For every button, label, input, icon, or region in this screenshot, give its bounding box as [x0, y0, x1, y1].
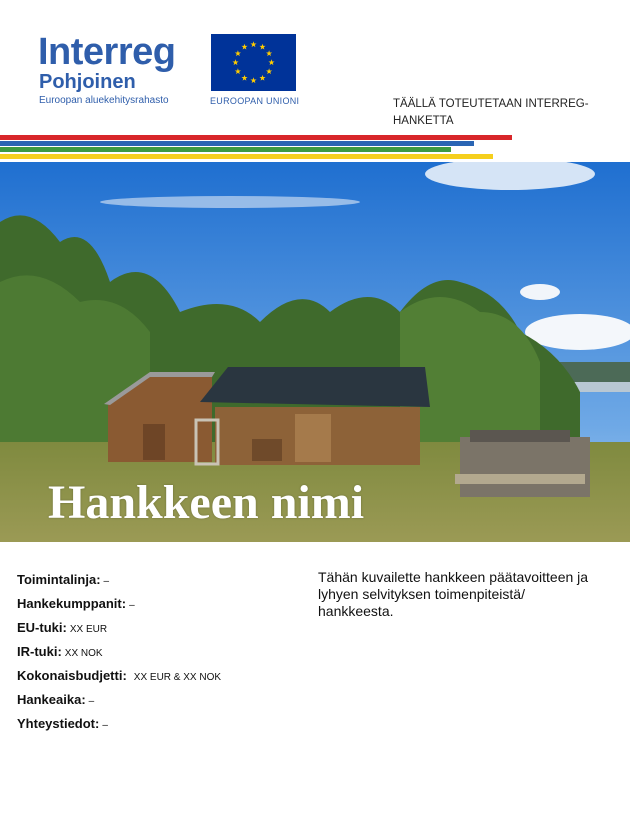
- tagline: TÄÄLLÄ TOTEUTETAAN INTERREG-HANKETTA: [393, 98, 589, 127]
- project-info: [17, 571, 307, 739]
- info-value: XX NOK: [64, 648, 103, 659]
- info-label: Toimintalinja:: [17, 572, 101, 587]
- logo-fund: Euroopan aluekehitysrahasto: [39, 95, 169, 106]
- info-label: Kokonaisbudjetti:: [17, 668, 127, 683]
- info-label: Hankekumppanit:: [17, 596, 127, 611]
- info-value: XX EUR: [69, 624, 108, 635]
- stripe-red: [0, 135, 512, 140]
- info-value: –: [129, 600, 135, 611]
- project-title: Hankkeen nimi: [48, 476, 365, 529]
- stripe-blue: [0, 141, 474, 146]
- info-label: IR-tuki:: [17, 644, 62, 659]
- project-description: Tähän kuvailette hankkeen päätavoitteen ja lyhyen selvityksen toimenpiteistä/ hankkeesta.: [318, 569, 589, 619]
- info-row: [17, 715, 307, 739]
- info-value: XX EUR & XX NOK: [133, 672, 222, 683]
- stripe-green: [0, 147, 451, 152]
- logo-wordmark: Interreg: [38, 31, 176, 73]
- interreg-logo: [38, 30, 200, 110]
- info-row: [17, 571, 307, 595]
- info-label: Yhteystiedot:: [17, 716, 100, 731]
- info-label: EU-tuki:: [17, 620, 67, 635]
- info-row: [17, 619, 307, 643]
- logo-region: Pohjoinen: [39, 71, 136, 93]
- eu-flag-icon: [211, 34, 296, 91]
- info-row: [17, 595, 307, 619]
- info-value: –: [88, 696, 95, 707]
- info-value: –: [102, 720, 108, 731]
- info-value: –: [103, 576, 110, 587]
- info-label: Hankeaika:: [17, 692, 86, 707]
- stripe-yellow: [0, 154, 493, 159]
- eu-label: EUROOPAN UNIONI: [210, 96, 300, 106]
- info-row: [17, 667, 307, 691]
- info-row: [17, 643, 307, 667]
- info-row: [17, 691, 307, 715]
